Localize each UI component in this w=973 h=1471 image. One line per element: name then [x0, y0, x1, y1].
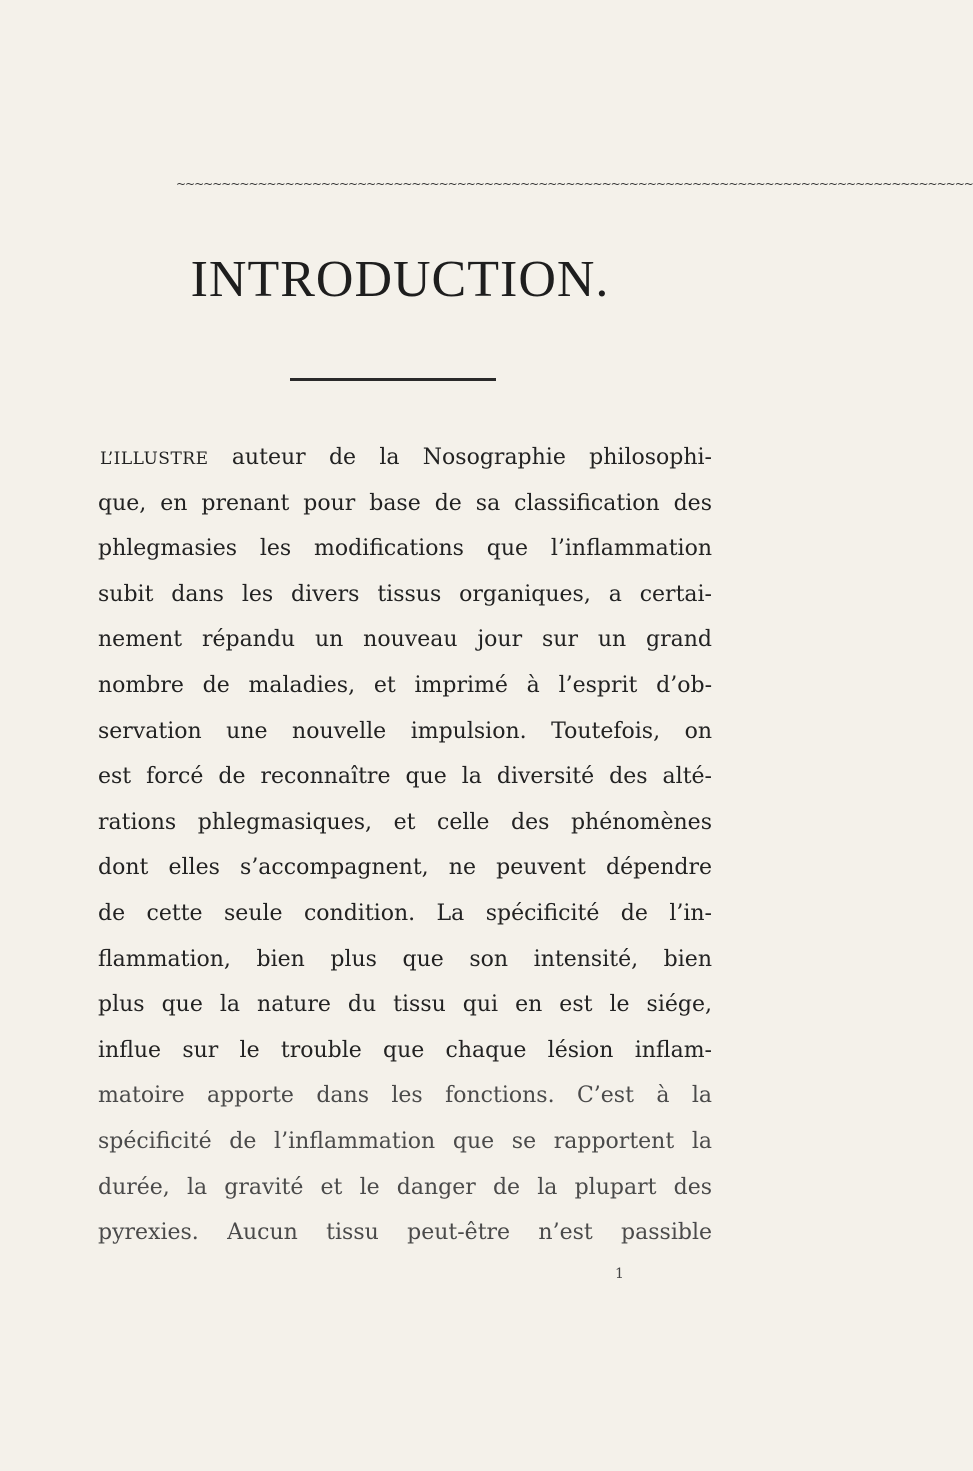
header-ornament: ~~~~~~~~~~~~~~~~~~~~~~~~~~~~~~~~~~~~~~~~~~~~~~~~~~~~~~~~~~~~~~~~~~~~~~~~~~~~~~~~~~~~~~~~	[176, 177, 973, 191]
text-line: plus que la nature du tissu qui en est le siége,	[98, 992, 712, 1018]
text-line: de cette seule condition. La spécificité de l’in-	[98, 900, 712, 926]
body-paragraph	[98, 435, 712, 1256]
text-line: flammation, bien plus que son intensité, bien	[98, 946, 712, 972]
chapter-title: INTRODUCTION.	[190, 251, 610, 308]
text-line: influe sur le trouble que chaque lésion inflam-	[98, 1037, 712, 1063]
text-line: phlegmasies les modifications que l’inflammation	[98, 536, 712, 562]
text-line-rest: auteur de la Nosographie philosophi-	[208, 445, 712, 470]
text-line: subit dans les divers tissus organiques, a certai-	[98, 581, 712, 607]
title-rule	[290, 378, 496, 381]
text-line: servation une nouvelle impulsion. Toutefois, on	[98, 718, 712, 744]
text-line	[98, 435, 712, 481]
text-line: spécificité de l’inflammation que se rapportent la	[98, 1128, 712, 1154]
text-line: que, en prenant pour base de sa classification des	[98, 490, 712, 516]
text-line: pyrexies. Aucun tissu peut-être n’est passible	[98, 1220, 712, 1246]
text-line: nombre de maladies, et imprimé à l’esprit d’ob-	[98, 672, 712, 698]
text-line: rations phlegmasiques, et celle des phénomènes	[98, 809, 712, 835]
text-line: est forcé de reconnaître que la diversité des alté-	[98, 764, 712, 790]
text-line: dont elles s’accompagnent, ne peuvent dépendre	[98, 855, 712, 881]
opening-word: L’ILLUSTRE	[100, 449, 209, 469]
text-line: nement répandu un nouveau jour sur un grand	[98, 627, 712, 653]
text-line: matoire apporte dans les fonctions. C’est à la	[98, 1083, 712, 1109]
signature-mark: 1	[615, 1266, 624, 1282]
text-line: durée, la gravité et le danger de la plupart des	[98, 1174, 712, 1200]
